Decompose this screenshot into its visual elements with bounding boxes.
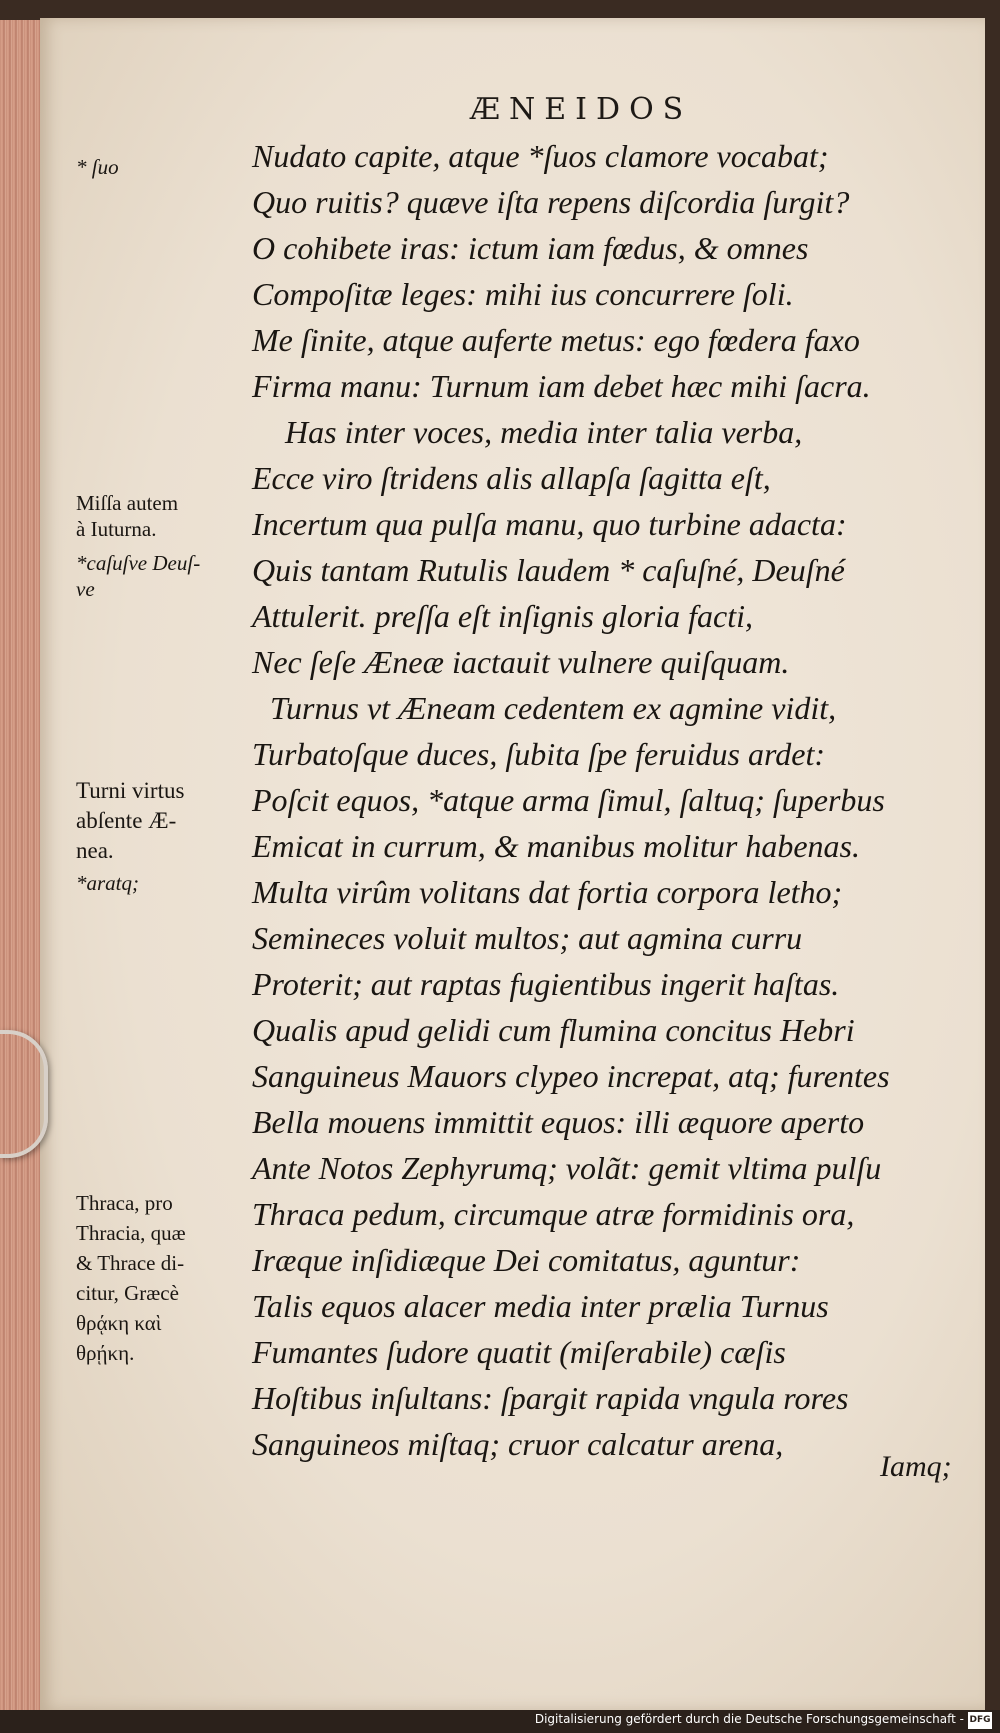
- marginal-note-line: Thracia, quæ: [76, 1221, 186, 1245]
- verse-line: Nec ſeſe Æneæ iactauit vulnere quiſquam.: [252, 644, 790, 680]
- verse-line: Semineces voluit multos; aut agmina curru: [252, 920, 803, 956]
- verse-line: Sanguineos miſtaq; cruor calcatur arena,: [252, 1426, 784, 1462]
- verse-line: Quo ruitis? quæve iſta repens diſcordia ſurgit?: [252, 184, 850, 220]
- marginal-note-line: *aratq;: [76, 871, 139, 895]
- marginal-note-line: abſente Æ-: [76, 808, 177, 833]
- verse-line: Fumantes ſudore quatit (miſerabile) cæſis: [252, 1334, 786, 1370]
- verse-line: Thraca pedum, circumque atræ formidinis ora,: [252, 1196, 855, 1232]
- verse-line: Sanguineus Mauors clypeo increpat, atq; furentes: [252, 1058, 890, 1094]
- verse-line: Ecce viro ſtridens alis allapſa ſagitta eſt,: [252, 460, 771, 496]
- marginal-note: [76, 776, 246, 866]
- verse-line: Compoſitæ leges: mihi ius concurrere ſoli.: [252, 276, 794, 312]
- verse-line: Multa virûm volitans dat fortia corpora letho;: [252, 874, 843, 910]
- marginal-note: [76, 154, 246, 180]
- page-clip: [0, 1030, 48, 1158]
- verse-line: Talis equos alacer media inter prælia Turnus: [252, 1288, 829, 1324]
- verse-line: Nudato capite, atque *ſuos clamore vocabat;: [252, 138, 829, 174]
- marginal-note-line: & Thrace di-: [76, 1251, 185, 1275]
- marginal-note-line: Turni virtus: [76, 778, 185, 803]
- verse-line: Qualis apud gelidi cum flumina concitus Hebri: [252, 1012, 855, 1048]
- book-page-edges: [0, 20, 42, 1710]
- marginal-note-line: citur, Græcè: [76, 1281, 179, 1305]
- verse-line: Proterit; aut raptas fugientibus ingerit haſtas.: [252, 966, 840, 1002]
- marginal-note: [76, 490, 246, 542]
- marginal-note: [76, 1188, 246, 1368]
- verse-line: Ante Notos Zephyrumq; volãt: gemit vltima pulſu: [252, 1150, 882, 1186]
- marginal-note: [76, 870, 246, 896]
- verse-line: Bella mouens immittit equos: illi æquore aperto: [252, 1104, 865, 1140]
- marginal-note-line: ve: [76, 577, 95, 601]
- verse-line: Iræque inſidiæque Dei comitatus, aguntur:: [252, 1242, 801, 1278]
- marginal-note-line: Miſſa autem: [76, 491, 179, 515]
- marginal-note-line: * ſuo: [76, 155, 119, 179]
- verse-line: Has inter voces, media inter talia verba,: [285, 414, 803, 450]
- verse-line: Attulerit. preſſa eſt inſignis gloria facti,: [252, 598, 754, 634]
- marginal-note-line: nea.: [76, 838, 114, 863]
- footer-credit: Digitalisierung gefördert durch die Deutsche Forschungsgemeinschaft -: [534, 1712, 964, 1726]
- verse-line: Quis tantam Rutulis laudem * caſuſné, Deuſné: [252, 552, 845, 588]
- verse-line: Poſcit equos, *atque arma ſimul, ſaltuq; ſuperbus: [252, 782, 885, 818]
- verse-line: Hoſtibus inſultans: ſpargit rapida vngula rores: [252, 1380, 849, 1416]
- verse-line: Turbatoſque duces, ſubita ſpe feruidus ardet:: [252, 736, 825, 772]
- verse-line: Firma manu: Turnum iam debet hæc mihi ſacra.: [252, 368, 871, 404]
- verse-line: Me ſinite, atque auferte metus: ego fœdera faxo: [252, 322, 860, 358]
- verse-line: Incertum qua pulſa manu, quo turbine adacta:: [252, 506, 847, 542]
- verse-line: O cohibete iras: ictum iam fœdus, & omnes: [252, 230, 809, 266]
- marginal-note-line: à Iuturna.: [76, 517, 157, 541]
- marginal-note-line: Thraca, pro: [76, 1191, 173, 1215]
- marginal-note: [76, 550, 246, 602]
- running-head: ÆNEIDOS: [470, 92, 693, 127]
- verse-line: Turnus vt Æneam cedentem ex agmine vidit,: [270, 690, 837, 726]
- marginal-note-line: *caſuſve Deuſ-: [76, 551, 201, 575]
- verse-line: Emicat in currum, & manibus molitur habenas.: [252, 828, 860, 864]
- dfg-logo-icon: DFG: [968, 1712, 992, 1729]
- marginal-note-line: θρᾴκη καὶ: [76, 1311, 162, 1335]
- catchword: Iamq;: [880, 1450, 952, 1483]
- marginal-note-line: θρῄκη.: [76, 1341, 135, 1365]
